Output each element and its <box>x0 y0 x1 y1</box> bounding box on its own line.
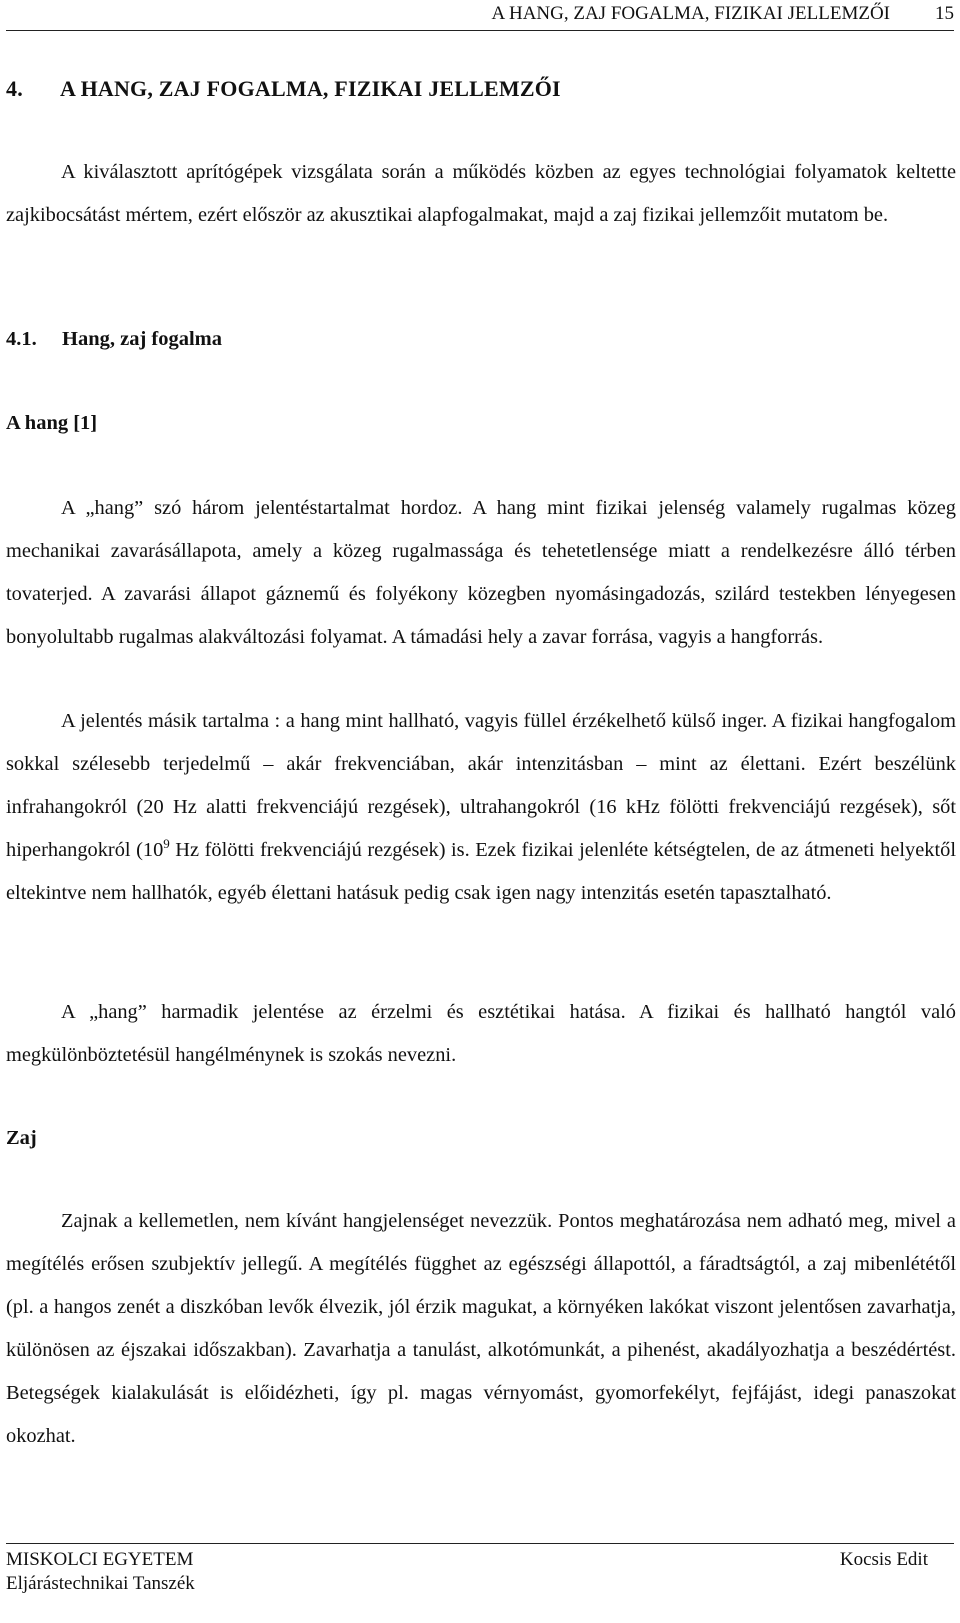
hang-paragraph-2-text-b: Hz fölötti frekvenciájú rezgések) is. Ezek fizikai jelenléte kétségtelen, de az átmeneti helyektől eltekintve nem hallhatók, egyéb élettani hatásuk pedig csak igen nagy intenzitás esetén tapasztalható. <box>6 839 956 904</box>
section-number: 4.1. <box>6 328 37 350</box>
chapter-heading <box>6 76 561 102</box>
zaj-paragraph: Zajnak a kellemetlen, nem kívánt hangjelenséget nevezzük. Pontos meghatározása nem adható meg, mivel a megítélés erősen szubjektív jellegű. A megítélés függhet az egészségi állapottól, a fáradtságtól, a zaj mibenlététől (pl. a hangos zenét a diszkóban levők élvezik, jól érzik magukat, a környéken lakókat viszont jelentősen zavarhatja, különösen az éjszakai időszakban). Zavarhatja a tanulást, alkotómunkát, a pihenést, akadályozhatja a beszédértést. Betegségek kialakulását is előidézheti, így pl. magas vérnyomást, gyomorfekélyt, fejfájást, idegi panaszokat okozhat. <box>6 1210 956 1447</box>
subsection-heading-hang: A hang [1] <box>6 412 98 434</box>
page-number: 15 <box>935 3 954 24</box>
subsection-heading-zaj: Zaj <box>6 1127 37 1149</box>
hang-paragraph-2-text-a: A jelentés másik tartalma : a hang mint hallható, vagyis füllel érzékelhető külső inger. A fizikai hangfogalom sokkal szélesebb terjedelmű – akár frekvenciában, akár intenzitásban – mint az élettani. Ezért beszélünk infrahangokról (20 Hz alatti frekvenciájú rezgések), ultrahangokról (16 kHz fölötti frekvenciájú rezgések), sőt hiperhangokról (10 <box>6 710 956 861</box>
exponent: 9 <box>163 836 170 851</box>
chapter-title: A HANG, ZAJ FOGALMA, FIZIKAI JELLEMZŐI <box>60 76 561 101</box>
footer-department: Eljárástechnikai Tanszék <box>6 1573 195 1594</box>
page-footer <box>6 1543 954 1623</box>
intro-paragraph: A kiválasztott aprítógépek vizsgálata során a működés közben az egyes technológiai folyamatok keltette zajkibocsátást mértem, ezért először az akusztikai alapfogalmakat, majd a zaj fizikai jellemzőit mutatom be. <box>6 161 956 226</box>
footer-left <box>6 1548 195 1596</box>
chapter-number: 4. <box>6 76 23 101</box>
hang-paragraph-3: A „hang” harmadik jelentése az érzelmi és esztétikai hatása. A fizikai és hallható hangtól való megkülönböztetésül hangélménynek is szokás nevezni. <box>6 1001 956 1066</box>
hang-paragraph-2 <box>6 700 956 915</box>
section-title: Hang, zaj fogalma <box>62 328 222 350</box>
footer-institution: MISKOLCI EGYETEM <box>6 1549 194 1570</box>
hang-paragraph-1: A „hang” szó három jelentéstartalmat hordoz. A hang mint fizikai jelenség valamely rugalmas közeg mechanikai zavarásállapota, amely a közeg rugalmassága és tehetetlensége miatt a rendelkezésre álló térben tovaterjed. A zavarási állapot gáznemű és folyékony közegben nyomásingadozás, szilárd testekben lényegesen bonyolultabb rugalmas alakváltozási folyamat. A támadási hely a zavar forrása, vagyis a hangforrás. <box>6 497 956 648</box>
running-header-title: A HANG, ZAJ FOGALMA, FIZIKAI JELLEMZŐI <box>491 3 890 24</box>
page-header <box>6 0 954 31</box>
section-heading <box>6 328 222 351</box>
footer-author: Kocsis Edit <box>839 1549 928 1570</box>
